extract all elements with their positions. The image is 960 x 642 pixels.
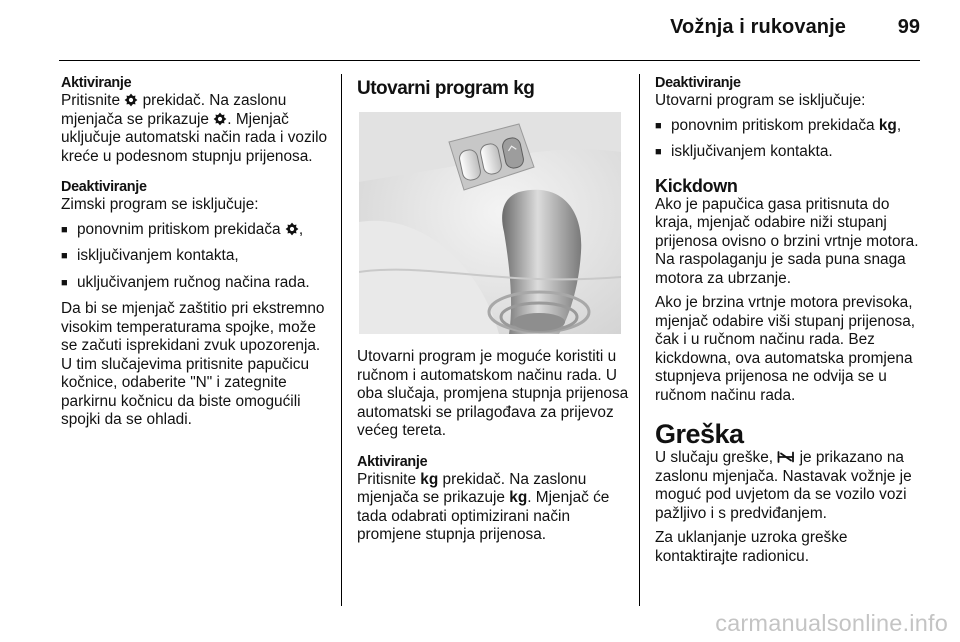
snowflake-icon	[213, 112, 227, 126]
fault-title: Greška	[655, 419, 744, 449]
activation-heading: Aktiviranje	[61, 75, 132, 91]
text-part: . Mjenjač će tada odabrati optimizirani način promjene stupnja prijenosa.	[357, 489, 610, 543]
load-activation-heading: Aktiviranje	[357, 453, 428, 470]
column-2	[357, 74, 629, 557]
activation-text	[61, 92, 331, 166]
gear-selector-photo	[359, 112, 621, 334]
column-1	[61, 74, 331, 442]
fault-paragraph-2: Za uklanjanje uzroka greške kontaktirajte radionicu.	[655, 529, 848, 565]
bullet-text: ponovnim pritiskom prekidača	[77, 220, 285, 238]
activation-text-part: Pritisnite	[61, 92, 125, 109]
load-deactivation-heading: Deaktiviranje	[655, 75, 741, 91]
watermark: carmanualsonline.info	[715, 610, 948, 636]
activation-text-part: prekidač. Na zaslonu mjenjača se prikazuje	[61, 92, 287, 128]
deactivation-intro: Zimski program se isključuje:	[61, 196, 259, 213]
bullet-text: ,	[298, 220, 304, 238]
load-program-body: Utovarni program je moguće koristiti u ručnom i automatskom načinu rada. U oba slučaja, promjena stupnja prijenosa automatski se prilagođava za prijevoz većeg tereta.	[357, 348, 629, 439]
kickdown-paragraph-2: Ako je brzina vrtnje motora previsoka, mjenjač odabire viši stupanj prijenosa, čak i u ručnom načinu rada. Bez kickdowna, ova automatska promjena stupnjeva prijenosa ne odvija se u ručnom načinu rada.	[655, 294, 916, 404]
text-part: Pritisnite	[357, 470, 421, 488]
snowflake-icon	[285, 222, 299, 236]
load-program-title: Utovarni program kg	[357, 78, 535, 99]
deactivation-bullet-1	[61, 221, 331, 240]
deactivation-bullet-2: ■ isključivanjem kontakta,	[61, 247, 331, 266]
page-number: 99	[897, 16, 920, 38]
deactivation-heading: Deaktiviranje	[61, 179, 147, 195]
bullet-text: ponovnim pritiskom prekidača	[671, 116, 879, 134]
column-divider-2	[639, 74, 640, 606]
snowflake-icon	[124, 93, 138, 107]
kg-symbol: kg	[420, 470, 439, 488]
kg-symbol: kg	[509, 489, 528, 506]
text-part: je prikazano na zaslonu mjenjača. Nastavak vožnje je moguć pod uvjetom da se vozilo vozi pažljivo i s predviđanjem.	[655, 449, 912, 522]
bullet-text: ,	[896, 116, 902, 134]
kg-symbol: kg	[878, 116, 897, 134]
column-divider-1	[341, 74, 342, 606]
text-part: U slučaju greške,	[655, 449, 778, 466]
kickdown-paragraph-1: Ako je papučica gasa pritisnuta do kraja, mjenjač odabire niži stupanj prijenosa ovisno o brzini vrtnje motora. Na raspolaganju je sada puna snaga motora za ubrzanje.	[655, 195, 919, 287]
activation-text-part: . Mjenjač uključuje automatski način rada i vozilo kreće u podesnom stupnju prijenosa.	[61, 110, 328, 165]
kickdown-title: Kickdown	[655, 175, 738, 196]
header-rule	[59, 60, 920, 61]
load-deactivation-bullet-2: ■ isključivanjem kontakta.	[655, 143, 927, 162]
load-deactivation-intro: Utovarni program se isključuje:	[655, 92, 866, 109]
load-deactivation-bullet-1	[655, 117, 927, 136]
gearbox-fault-icon	[777, 450, 795, 464]
text-part: prekidač. Na zaslonu mjenjača se prikazuje	[357, 470, 587, 506]
warning-text: Da bi se mjenjač zaštitio pri ekstremno visokim temperaturama spojke, može se začuti isprekidani zvuk upozorenja. U tim slučajevima pritisnite papučicu kočnice, odaberite "N" i zategnite parkirnu kočnicu da biste omogućili spojki da se ohladi.	[61, 300, 325, 428]
page-header-title: Vožnja i rukovanje	[670, 16, 846, 38]
deactivation-bullet-3: ■ uključivanjem ručnog načina rada.	[61, 274, 331, 293]
column-3	[655, 74, 927, 578]
fault-paragraph-1	[655, 449, 927, 523]
load-activation-text	[357, 471, 629, 545]
